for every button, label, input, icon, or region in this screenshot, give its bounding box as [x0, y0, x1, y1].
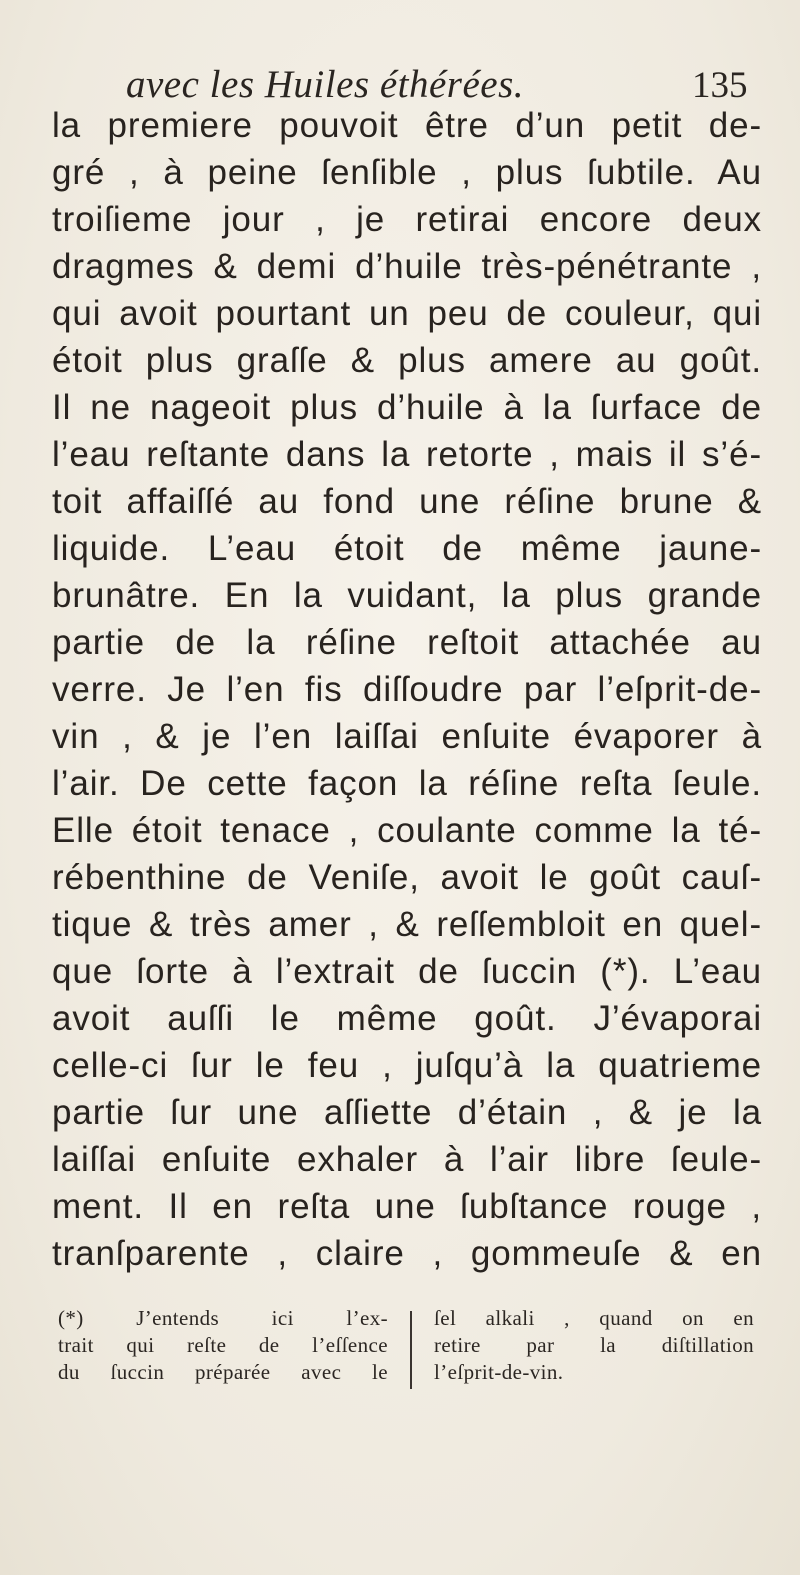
text-line: celle-ci ſur le feu , juſqu’à la quatrieme: [52, 1046, 762, 1085]
footnote-line: retire par la diſtillation: [434, 1333, 754, 1357]
text-line: Elle étoit tenace , coulante comme la té-: [52, 811, 762, 850]
footnote-left-column: [58, 1305, 388, 1386]
body-text: [52, 102, 762, 1277]
text-line: vin , & je l’en laiſſai enſuite évaporer à: [52, 717, 762, 756]
page-number: 135: [692, 65, 748, 106]
footnote-line: (*) J’entends ici l’ex-: [58, 1306, 388, 1330]
text-line: laiſſai enſuite exhaler à l’air libre ſeule-: [52, 1140, 762, 1179]
text-line: troiſieme jour , je retirai encore deux: [52, 200, 762, 239]
text-line: ment. Il en reſta une ſubſtance rouge ,: [52, 1187, 762, 1226]
text-line: tique & très amer , & reſſembloit en quel-: [52, 905, 762, 944]
text-line: qui avoit pourtant un peu de couleur, qui: [52, 294, 762, 333]
text-line: toit affaiſſé au fond une réſine brune &: [52, 482, 762, 521]
text-line: tranſparente , claire , gommeuſe & en: [52, 1234, 762, 1273]
text-line: partie de la réſine reſtoit attachée au: [52, 623, 762, 662]
text-line: la premiere pouvoit être d’un petit de-: [52, 106, 762, 145]
text-line: gré , à peine ſenſible , plus ſubtile. Au: [52, 153, 762, 192]
text-line: étoit plus graſſe & plus amere au goût.: [52, 341, 762, 380]
text-line: liquide. L’eau étoit de même jaune-: [52, 529, 762, 568]
text-line: verre. Je l’en fis diſſoudre par l’eſprit-de-: [52, 670, 762, 709]
text-line: brunâtre. En la vuidant, la plus grande: [52, 576, 762, 615]
text-line: que ſorte à l’extrait de ſuccin (*). L’eau: [52, 952, 762, 991]
footnote-line-last: l’eſprit-de-vin.: [434, 1360, 564, 1384]
text-line: Il ne nageoit plus d’huile à la ſurface de: [52, 388, 762, 427]
text-line: l’eau reſtante dans la retorte , mais il s’é-: [52, 435, 762, 474]
footnote-line: ſel alkali , quand on en: [434, 1306, 754, 1330]
footnote: [58, 1305, 758, 1395]
footnote-line: du ſuccin préparée avec le: [58, 1360, 388, 1384]
footnote-column-divider: [410, 1311, 412, 1389]
text-line: partie ſur une aſſiette d’étain , & je la: [52, 1093, 762, 1132]
text-line: l’air. De cette façon la réſine reſta ſeule.: [52, 764, 762, 803]
running-title: avec les Huiles éthérées.: [126, 63, 525, 106]
text-line: rébenthine de Veniſe, avoit le goût cauſ-: [52, 858, 762, 897]
text-line: dragmes & demi d’huile très-pénétrante ,: [52, 247, 762, 286]
footnote-right-column: [434, 1305, 754, 1386]
text-line: avoit auſſi le même goût. J’évaporai: [52, 999, 762, 1038]
footnote-line: trait qui reſte de l’eſſence: [58, 1333, 388, 1357]
